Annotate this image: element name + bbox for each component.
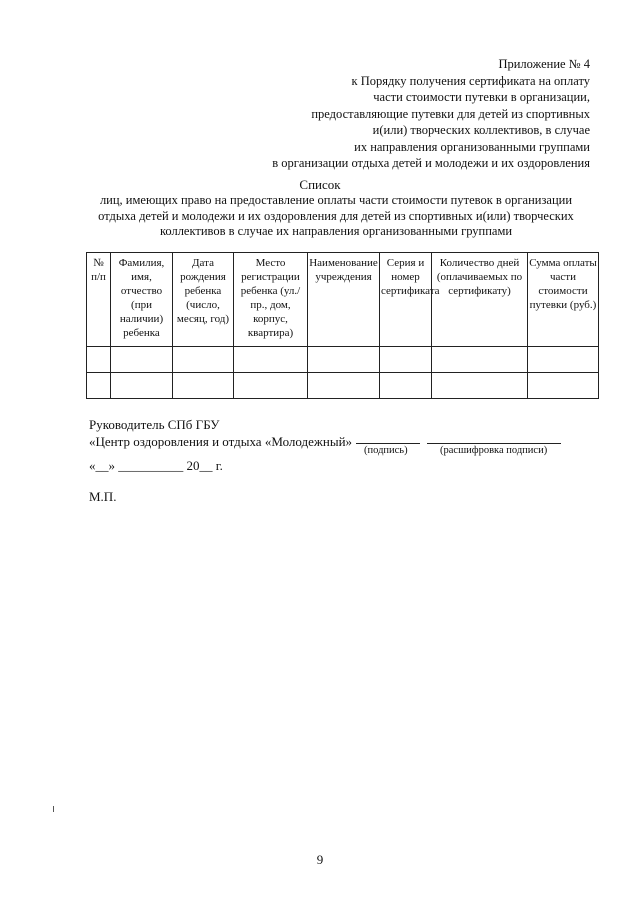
page-number: 9: [316, 852, 324, 867]
appendix-line: в организации отдыха детей и молодежи и их оздоровления: [272, 156, 590, 170]
transcript-hint: (расшифровка подписи): [440, 445, 548, 456]
table-cell: [528, 347, 599, 373]
date-line: «__» __________ 20__ г.: [89, 458, 223, 473]
column-header-institution: Наименование учреждения: [308, 253, 380, 347]
table-cell: [308, 373, 380, 399]
children-table: [86, 252, 599, 399]
column-header-full-name: Фамилия, имя, отчество (при наличии) ребенка: [111, 253, 173, 347]
table-cell: [308, 347, 380, 373]
signer-position: Руководитель СПб ГБУ: [89, 417, 220, 432]
appendix-header: [272, 56, 590, 172]
signer-block: [89, 416, 352, 450]
table-cell: [173, 347, 234, 373]
list-subtitle-line: лиц, имеющих право на предоставление оплаты части стоимости путевок в организации: [99, 193, 573, 207]
appendix-line: их направления организованными группами: [354, 139, 590, 154]
appendix-line: Приложение № 4: [498, 57, 590, 71]
table-cell: [111, 373, 173, 399]
column-header-registration: Место регистрации ребенка (ул./пр., дом, корпус, квартира): [234, 253, 308, 347]
appendix-line: предоставляющие путевки для детей из спортивных: [311, 106, 590, 121]
table-cell: [432, 373, 528, 399]
list-subtitle-line: коллективов в случае их направления организованными группами: [159, 224, 513, 238]
table-cell: [173, 373, 234, 399]
table-cell: [380, 373, 432, 399]
column-header-birth-date: Дата рождения ребенка (число, месяц, год): [173, 253, 234, 347]
column-header-amount: Сумма оплаты части стоимости путевки (руб.): [528, 253, 599, 347]
column-header-days: Количество дней (оплачиваемых по сертификату): [432, 253, 528, 347]
appendix-line: части стоимости путевки в организации,: [373, 90, 590, 104]
column-header-certificate: Серия и номер сертификата: [380, 253, 432, 347]
table-cell: [87, 373, 111, 399]
signature-line: [356, 443, 420, 444]
appendix-line: к Порядку получения сертификата на оплату: [351, 73, 590, 88]
table-cell: [528, 373, 599, 399]
appendix-line: и(или) творческих коллективов, в случае: [372, 123, 590, 137]
signer-organization: «Центр оздоровления и отдыха «Молодежный»: [89, 434, 353, 449]
table-row: [87, 347, 599, 373]
table-cell: [234, 347, 308, 373]
table-cell: [380, 347, 432, 373]
table-cell: [111, 347, 173, 373]
column-header-number: № п/п: [87, 253, 111, 347]
stamp-placeholder: М.П.: [89, 489, 117, 504]
scan-artifact: [53, 806, 54, 812]
table-row: [87, 373, 599, 399]
list-subtitle-line: отдыха детей и молодежи и их оздоровления для детей из спортивных и(или) творческих: [98, 208, 574, 223]
table-header-row: [87, 253, 599, 347]
list-subtitle: [70, 193, 602, 240]
signature-hint: (подпись): [364, 445, 408, 456]
table-cell: [432, 347, 528, 373]
table-cell: [234, 373, 308, 399]
transcript-line: [427, 443, 561, 444]
list-title: Список: [299, 177, 341, 192]
table-cell: [87, 347, 111, 373]
